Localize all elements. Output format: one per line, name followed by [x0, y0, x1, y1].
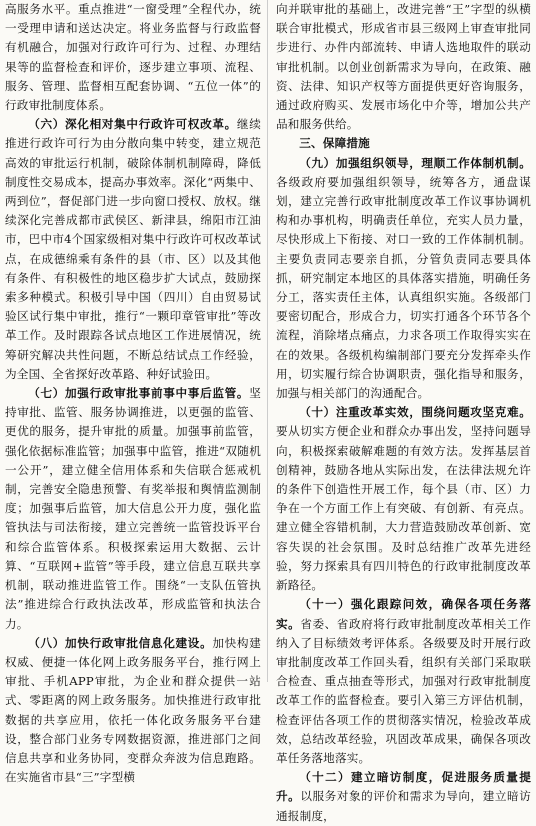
- item-7-body: 坚持审批、监管、服务协调推进，以更强的监管、更优的服务，提升审批的质量。加强事前监管，强化依据标准监管；加强事中监管，推进“双随机一公开”，建立健全信用体系和失信联合惩戒机制，完善安全隐患预警、有奖举报和舆情监测制度；加强事后监管，加大信息公开力度，强化监管执法与司法衔接，建立完善统一监管投诉平台和综合监管体系。积极探索运用大数据、云计算、“互联网+监管”等手段，建立信息互联共享机制，联动推进监管工作。围绕“一支队伍管执法”推进综合行政执法改革，形成监管和执法合力。: [5, 386, 261, 631]
- paragraph-item-10: [276, 403, 531, 595]
- item-11-heading: （十一）强化跟踪问效，确保各项任务落实。: [276, 597, 531, 631]
- paragraph-item-6: [5, 115, 261, 384]
- paragraph-item-12: [276, 768, 531, 826]
- paragraph-continuation-right: 向并联审批的基础上，改进完善“王”字型的纵横联合审批模式，形成省市县三级网上审查审批同步进行、办件内部流转、申请人选地取件的联动审批机制。以创业创新需求为导向，在政策、融资、法律、知识产权等方面提供更好咨询服务，通过政府购买、发展市场化中介等，增加公共产品和服务供给。: [276, 2, 531, 132]
- paragraph-item-11: [276, 595, 531, 768]
- item-12-heading: （十二）建立暗访制度，促进服务质量提升。: [276, 770, 531, 804]
- item-8-heading: （八）加快行政审批信息化建设。: [28, 635, 213, 650]
- paragraph-item-7: [5, 384, 261, 634]
- section-heading: 三、保障措施: [299, 136, 370, 151]
- item-12-body: 以服务对象的评价和需求为导向，建立暗访通报制度，: [276, 789, 531, 823]
- item-10-body: 要从切实方便企业和群众办事出发，坚持问题导向，积极探索破解难题的有效方法。发挥基层首创精神，鼓励各地从实际出发，在法律法规允许的条件下创造性开展工作，每个县（市、区）力争在一个方面工作上有突破、有创新、有亮点。建立健全容错机制，大力营造鼓励改革创新、宽容失误的社会氛围。及时总结推广改革先进经验，努力探索具有四川特色的行政审批制度改革新路径。: [276, 424, 531, 593]
- left-column: [0, 0, 268, 785]
- item-6-body: 继续推进行政许可行为由分散向集中转变，建立规范高效的审批运行机制，破除体制机制障碍，降低制度性交易成本，提高办事效率。深化“两集中、两到位”，督促部门进一步向窗口授权、放权。继续深化完善成都市武侯区、新津县，绵阳市江油市，巴中市4个国家级相对集中行政许可权改革试点，在成德绵乘有条件的县（市、区）以及其他有条件、有积极性的地区稳步扩大试点，鼓励探索多种模式。积极引导中国（四川）自由贸易试验区试行集中审批，推行“一颗印章管审批”等改革工作。及时跟踪各试点地区工作进展情况，统筹研究解决共性问题，不断总结试点工作经验，为全国、全省探好改革路、种好试验田。: [5, 117, 261, 381]
- paragraph-item-8: [5, 634, 261, 788]
- paragraph-continuation: 高服务水平。重点推进“一窗受理”全程代办，统一受理申请和送达决定。将业务监督与行政监督有机融合，加强对行政许可行为、过程、办理结果等的监督检查和评价，逐步建立事项、流程、服务、管理、监督相互配套协调、“五位一体”的行政审批制度体系。: [5, 2, 261, 113]
- right-column: [268, 0, 536, 823]
- item-7-heading: （七）加强行政审批事前事中事后监管。: [28, 386, 250, 401]
- item-10-heading: （十）注重改革实效，围绕问题攻坚克难。: [299, 405, 531, 420]
- item-9-heading: （九）加强组织领导，理顺工作体制机制。: [299, 155, 531, 170]
- item-8-body: 加快构建权威、便捷一体化网上政务服务平台，推行网上审批、手机APP审批，为企业和群众提供一站式、零距离的网上政务服务。加快推进行政审批数据的共享应用，依托一体化政务服务平台建设，整合部门业务专网数据资源，推进部门之间信息共享和业务协同，变群众奔波为信息跑路。在实施省市县“三”字型横: [5, 635, 261, 785]
- item-6-heading: （六）深化相对集中行政许可权改革。: [28, 117, 237, 132]
- item-9-body: 各级政府要加强组织领导，统筹各方，通盘谋划，建立完善行政审批制度改革工作议事协调机构和办事机构，明确责任单位，充实人员力量，尽快形成上下衔接、对口一致的工作体制机制。主要负责同志要亲自抓，分管负责同志要具体抓，研究制定本地区的具体落实措施，明确任务分工，落实责任主体，认真组织实施。各级部门要密切配合，形成合力，切实打通各个环节各个流程，消除堵点痛点，力求各项工作取得实实在在的效果。各级机构编制部门要充分发挥牵头作用，切实履行综合协调职责，强化指导和服务，加强与相关部门的沟通配合。: [276, 174, 531, 401]
- item-11-body: 省委、省政府将行政审批制度改革相关工作纳入了目标绩效考评体系。各级要及时开展行政审批制度改革工作回头看，组织有关部门采取联合检查、重点抽查等形式，加强对行政审批制度改革工作的监督检查。要引入第三方评估机制，检查评估各项工作的贯彻落实情况，检验改革成效，总结改革经验，巩固改革成果，确保各项改革任务落地落实。: [276, 616, 531, 765]
- paragraph-item-9: [276, 154, 531, 404]
